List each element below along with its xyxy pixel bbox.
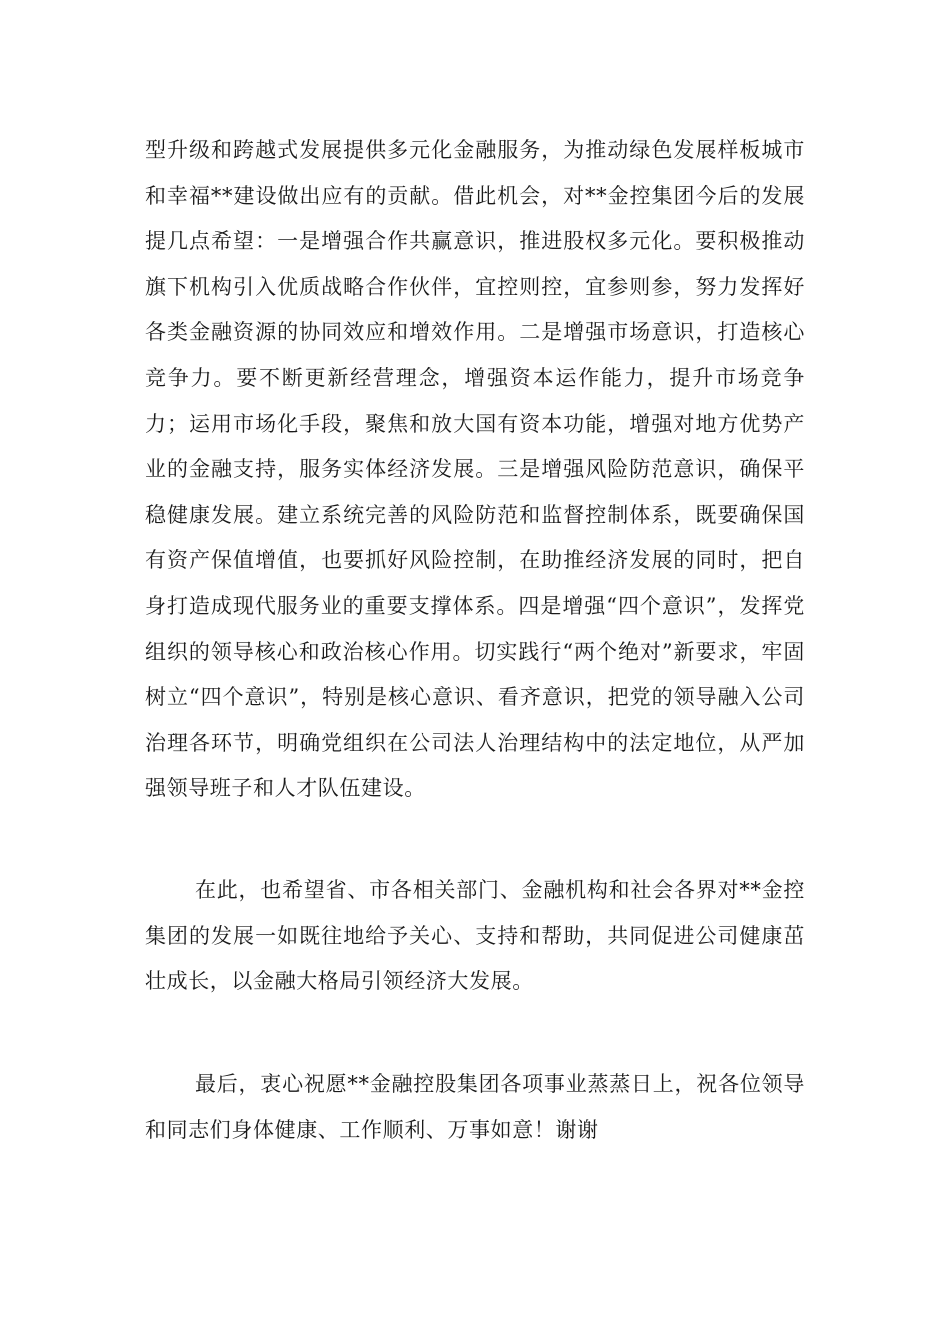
body-paragraph-2: 在此，也希望省、市各相关部门、金融机构和社会各界对**金控集团的发展一如既往地给予关心、支持和帮助，共同促进公司健康茁壮成长，以金融大格局引领经济大发展。 [145,878,805,994]
body-paragraph-3: 最后，衷心祝愿**金融控股集团各项事业蒸蒸日上，祝各位领导和同志们身体健康、工作顺利、万事如意！谢谢 [145,1072,805,1142]
body-paragraph-1: 型升级和跨越式发展提供多元化金融服务，为推动绿色发展样板城市和幸福**建设做出应有的贡献。借此机会，对**金控集团今后的发展提几点希望：一是增强合作共赢意识，推进股权多元化。要积极推动旗下机构引入优质战略合作伙伴，宜控则控，宜参则参，努力发挥好各类金融资源的协同效应和增效作用。二是增强市场意识，打造核心竞争力。要不断更新经营理念，增强资本运作能力，提升市场竞争力；运用市场化手段，聚焦和放大国有资本功能，增强对地方优势产业的金融支持，服务实体经济发展。三是增强风险防范意识，确保平稳健康发展。建立系统完善的风险防范和监督控制体系，既要确保国有资产保值增值，也要抓好风险控制，在助推经济发展的同时，把自身打造成现代服务业的重要支撑体系。四是增强“四个意识”，发挥党组织的领导核心和政治核心作用。切实践行“两个绝对”新要求，牢固树立“四个意识”，特别是核心意识、看齐意识，把党的领导融入公司治理各环节，明确党组织在公司法人治理结构中的法定地位，从严加强领导班子和人才队伍建设。 [145,138,805,801]
